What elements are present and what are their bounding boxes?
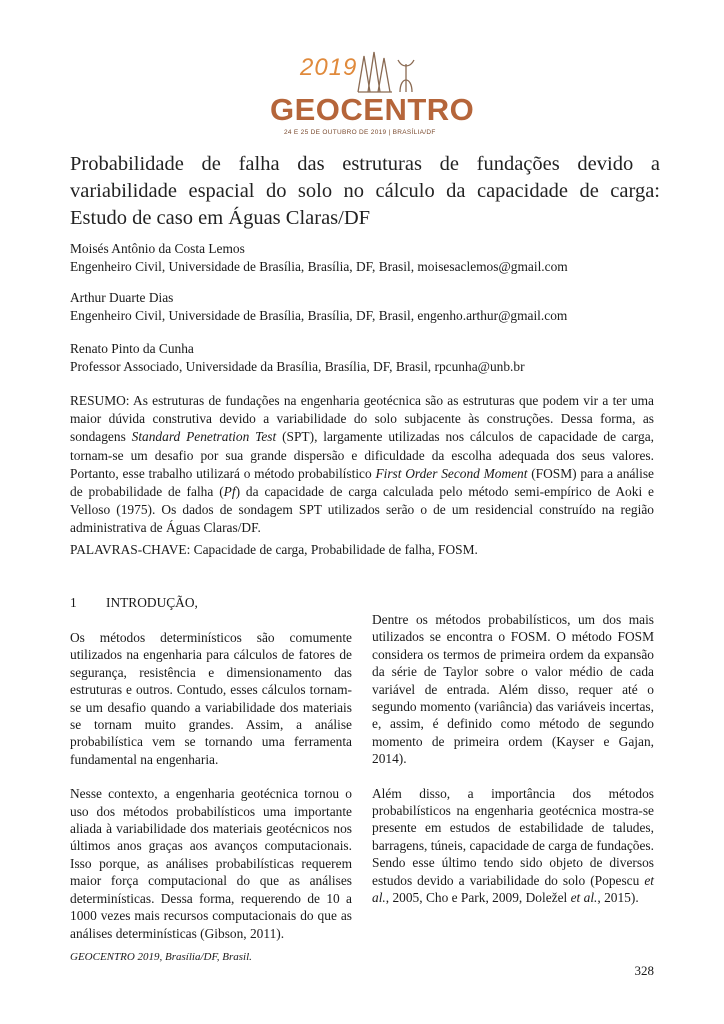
paragraph: Além disso, a importância dos métodos probabilísticos na engenharia geotécnica mostra-se presente em estudos de estabilidade de taludes, barragens, túneis, capacidade de carga de fundações. Sendo esse último tendo sido objeto de diversos estudos devido a variabilidade do solo (Popescu et al., 2005, Cho e Park, 2009, Doležel et al., 2015).	[372, 785, 654, 906]
cathedral-icon	[348, 48, 428, 94]
section-title: INTRODUÇÃO,	[106, 595, 198, 610]
paragraph: Dentre os métodos probabilísticos, um dos mais utilizados se encontra o FOSM. O método FOSM considera os termos de primeira ordem da expansão da série de Taylor sobre o valor médio de cada variável de entrada. Além disso, requer até o segundo momento (variância) das variáveis incertas, e, assim, é definido como método de segundo momento de primeira ordem (Kayser e Gajan, 2014).	[372, 612, 654, 767]
author-name: Renato Pinto da Cunha	[70, 341, 194, 356]
author-affiliation: Professor Associado, Universidade da Brasília, Brasília, DF, Brasil, rpcunha@unb.br	[70, 359, 525, 374]
right-column	[372, 611, 654, 907]
title-line: Probabilidade de falha das estruturas de fundações devido a	[70, 153, 660, 175]
abstract: RESUMO: As estruturas de fundações na engenharia geotécnica são as estruturas que podem vir a ter uma maior dúvida construtiva devido a variabilidade do solo subjacente às construções. Dessa forma, as sondagens Standard Penetration Test (SPT), largamente utilizadas nos cálculos de capacidade de carga, tornam-se um desafio por sua grande dispersão e dificuldade da escolha adequada dos seus valores. Portanto, esse trabalho utilizará o método probabilístico First Order Second Moment (FOSM) para a análise de probabilidade de falha (Pf) da capacidade de carga calculada pelo método semi-empírico de Aoki e Velloso (1975). Os dados de sondagem SPT utilizados serão o de um residencial construído na região administrativa de Águas Claras/DF.	[70, 393, 654, 536]
page-number: 328	[634, 963, 654, 978]
section-number: 1	[70, 595, 77, 610]
paper-title	[70, 151, 660, 232]
keywords: PALAVRAS-CHAVE: Capacidade de carga, Probabilidade de falha, FOSM.	[70, 542, 478, 557]
paragraph: Nesse contexto, a engenharia geotécnica tornou o uso dos métodos probabilísticos uma importante aliada à variabilidade dos materiais geotécnicos nos últimos anos graças aos avanços computacionais. Isso porque, as análises probabilísticas requerem maior força computacional do que as análises determinísticas. Dessa forma, requerendo de 10 a 1000 vezes mais recursos computacionais do que as análises determinísticas (Gibson, 2011).	[70, 786, 352, 941]
author-block	[70, 289, 567, 325]
section-heading	[70, 595, 198, 611]
author-block	[70, 340, 525, 376]
logo-subtitle: 24 E 25 DE OUTUBRO DE 2019 | BRASÍLIA/DF	[284, 129, 436, 136]
conference-logo	[270, 48, 475, 138]
logo-year: 2019	[300, 54, 358, 81]
author-block	[70, 240, 568, 276]
footer: GEOCENTRO 2019, Brasília/DF, Brasil.	[70, 951, 252, 963]
logo-name: GEOCENTRO	[270, 92, 475, 127]
author-affiliation: Engenheiro Civil, Universidade de Brasília, Brasília, DF, Brasil, engenho.arthur@gmail.com	[70, 308, 568, 323]
title-line: Estudo de caso em Águas Claras/DF	[70, 207, 371, 229]
author-name: Arthur Duarte Dias	[70, 290, 174, 305]
author-affiliation: Engenheiro Civil, Universidade de Brasília, Brasília, DF, Brasil, moisesaclemos@gmail.com	[70, 259, 568, 274]
author-name: Moisés Antônio da Costa Lemos	[70, 241, 245, 256]
paragraph: Os métodos determinísticos são comumente utilizados na engenharia para cálculos de fatores de segurança, resistência e dimensionamento das estruturas e outros. Contudo, esses cálculos tornam-se um desafio quando a variabilidade dos materiais se tornam muito grandes. Assim, a análise probabilística vem se tornando uma ferramenta fundamental na engenharia.	[70, 630, 352, 767]
title-line: variabilidade espacial do solo no cálculo da capacidade de carga:	[70, 180, 660, 202]
left-column	[70, 629, 352, 942]
